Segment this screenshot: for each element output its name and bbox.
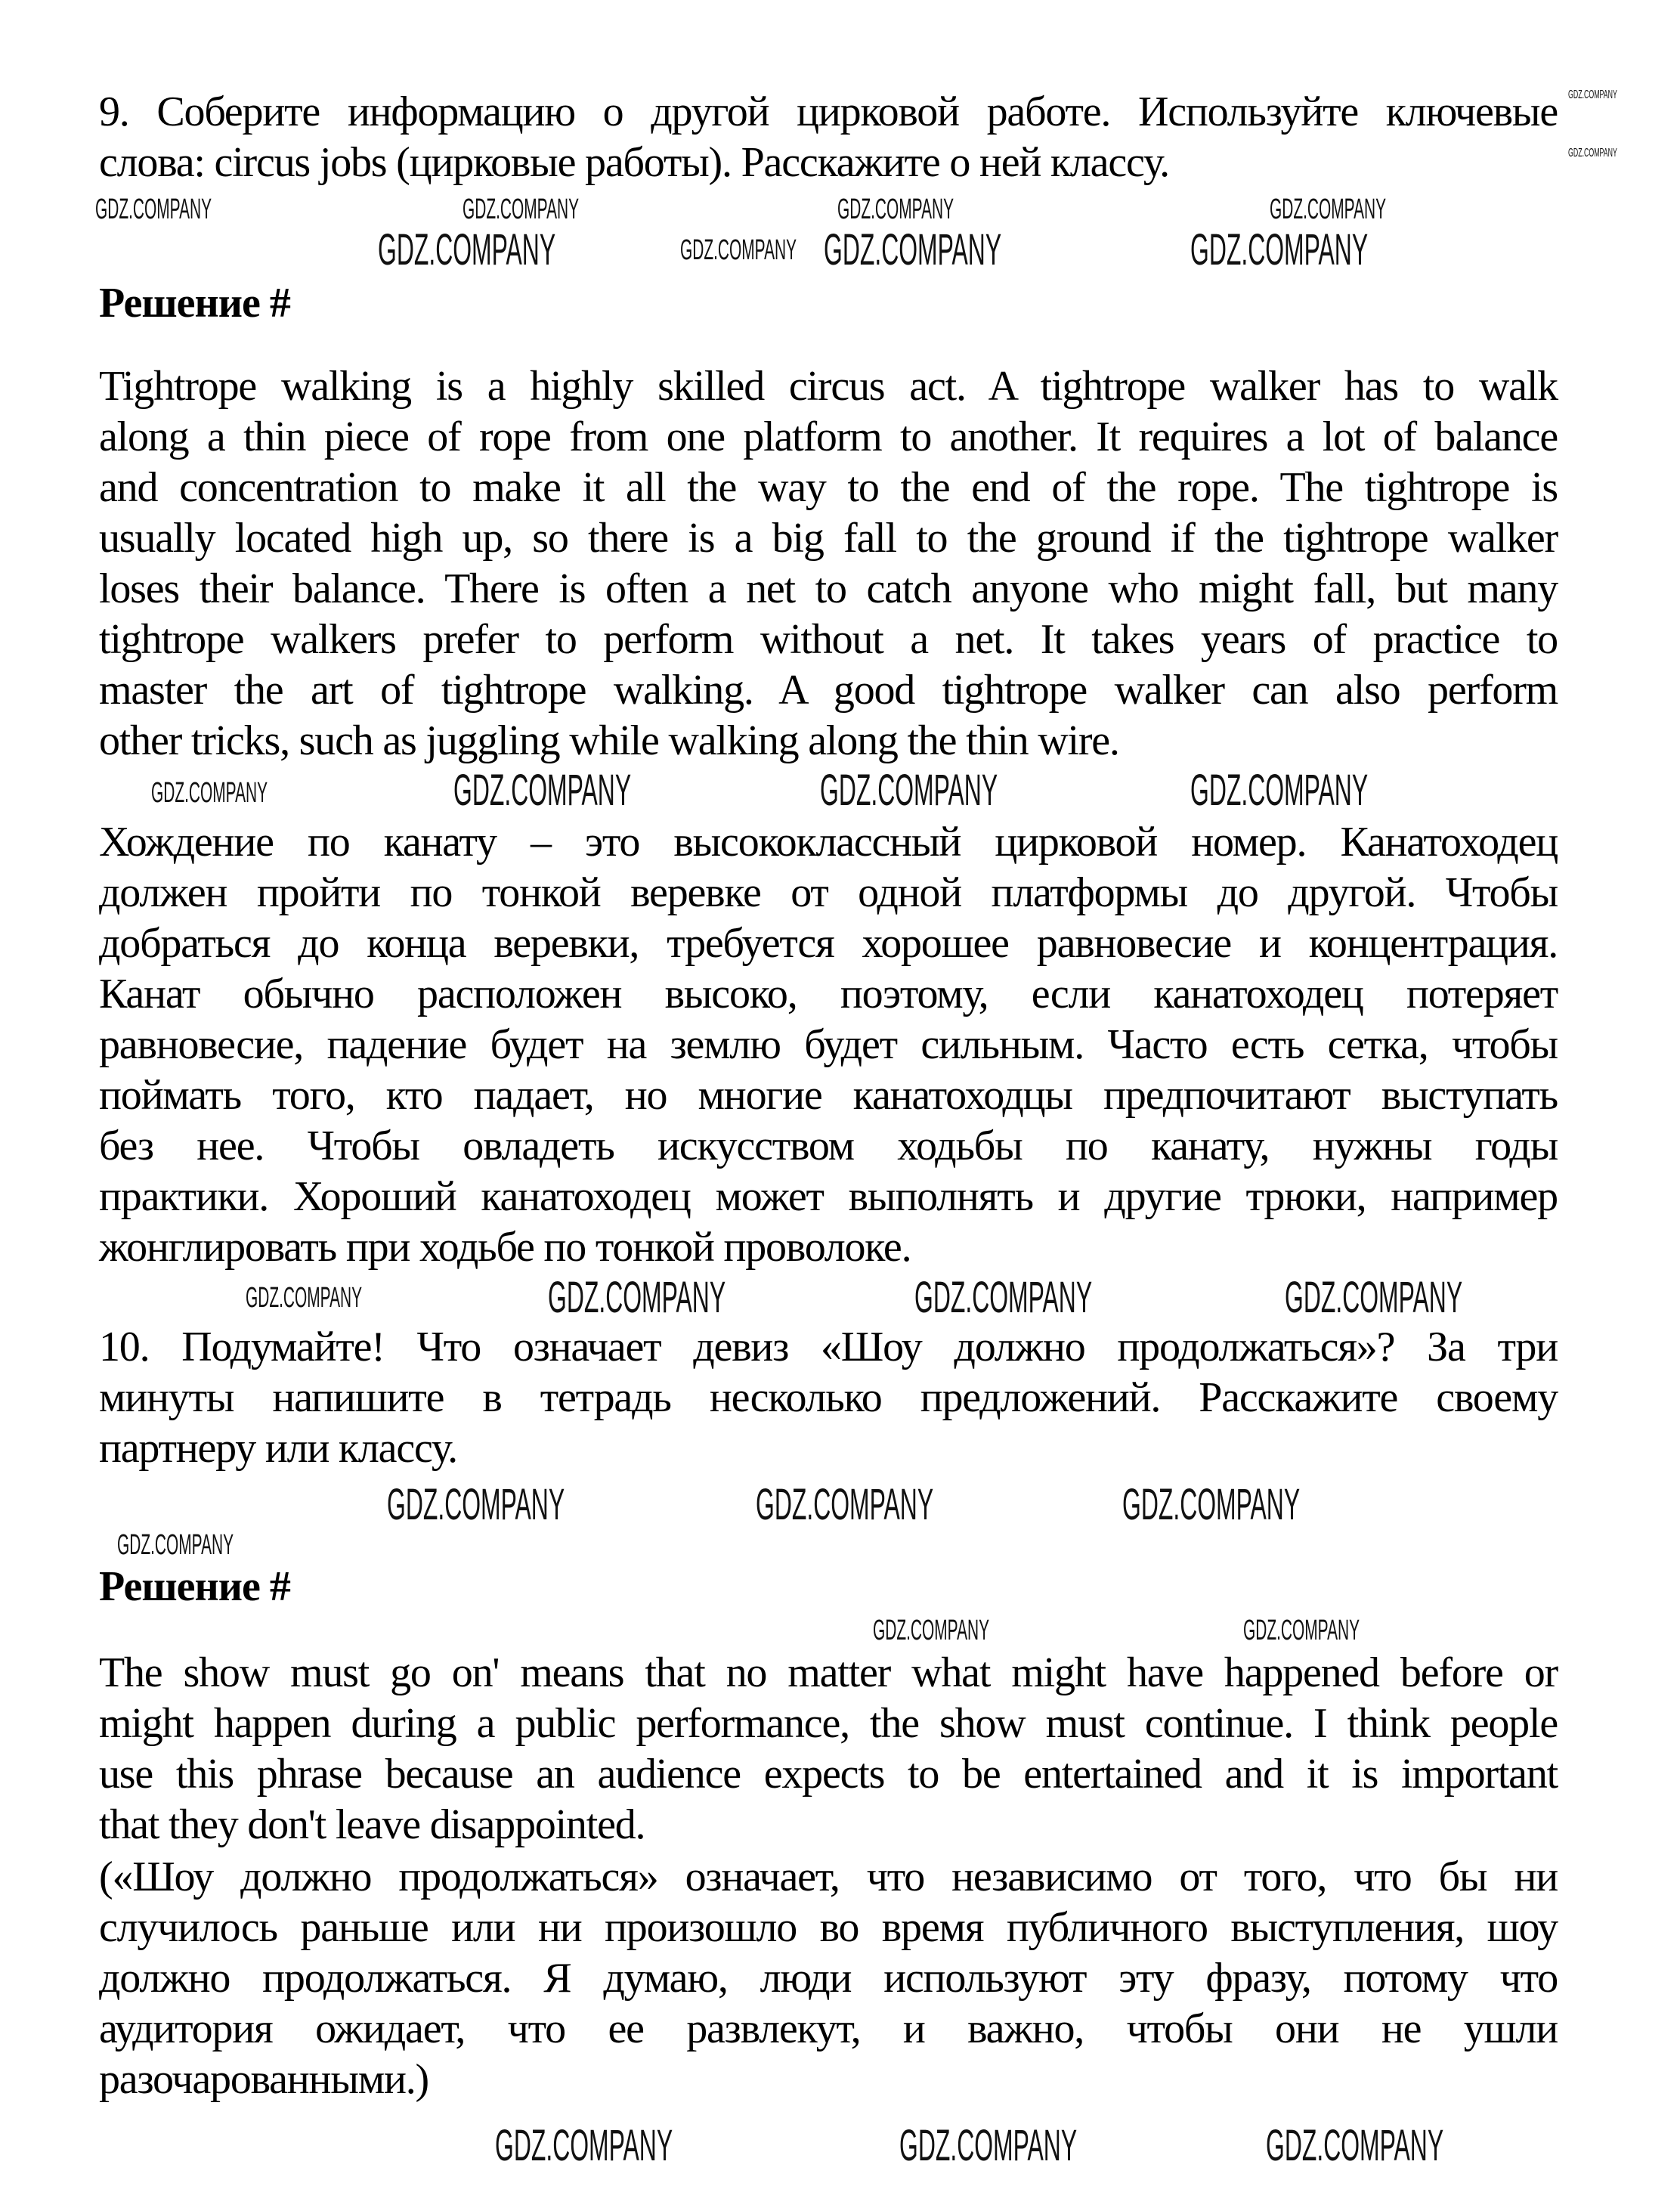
text-line: («Шоу должно продолжаться» означает, что независимо от того, что бы ни [99,1853,1558,1900]
answer-10-english [99,1648,1558,1850]
watermark: GDZ.COMPANY [820,766,998,815]
text-line: аудитория ожидает, что ее развлекут, и важно, чтобы они не ушли [99,2005,1558,2052]
text-line: 10. Подумайте! Что означает девиз «Шоу должно продолжаться»? За три [99,1324,1558,1370]
watermark: GDZ.COMPANY [495,2121,673,2170]
watermark: GDZ.COMPANY [899,2121,1078,2170]
text-line: должно продолжаться. Я думаю, люди используют эту фразу, потому что [99,1955,1558,2002]
watermark: GDZ.COMPANY [1270,194,1387,225]
answer-9-russian [99,817,1558,1273]
text-line: поймать того, кто падает, но многие канатоходцы предпочитают выступать [99,1072,1558,1119]
watermark: GDZ.COMPANY [1122,1480,1301,1529]
text-line: tightrope walkers prefer to perform without a net. It takes years of practice to [99,616,1558,663]
solution-heading: Решение # [99,1563,290,1610]
text-line: добраться до конца веревки, требуется хорошее равновесие и концентрация. [99,920,1558,967]
watermark: GDZ.COMPANY [453,766,632,815]
text-line: along a thin piece of rope from one platform to another. It requires a lot of balance [99,413,1558,460]
text-line: use this phrase because an audience expects to be entertained and it is important [99,1751,1558,1798]
text-line: жонглировать при ходьбе по тонкой проволоке. [99,1224,911,1271]
watermark: GDZ.COMPANY [95,194,212,225]
text-line: and concentration to make it all the way to the end of the rope. The tightrope is [99,464,1558,511]
watermark: GDZ.COMPANY [151,777,268,809]
watermark: GDZ.COMPANY [837,194,954,225]
task-9 [99,87,1558,188]
watermark: GDZ.COMPANY [824,225,1002,274]
text-line: партнеру или классу. [99,1425,457,1472]
text-line: Канат обычно расположен высоко, поэтому, если канатоходец потеряет [99,971,1558,1017]
text-line: 9. Соберите информацию о другой цирковой работе. Используйте ключевые [99,88,1558,135]
watermark: GDZ.COMPANY [387,1480,565,1529]
watermark: GDZ.COMPANY [1243,1615,1360,1646]
text-line: usually located high up, so there is a big fall to the ground if the tightrope walker [99,515,1558,562]
watermark: GDZ.COMPANY [463,194,580,225]
task-10 [99,1322,1558,1474]
watermark: GDZ.COMPANY [246,1282,363,1314]
text-line: Хождение по канату – это высококлассный цирковой номер. Канатоходец [99,819,1558,866]
watermark: GDZ.COMPANY [756,1480,934,1529]
watermark: GDZ.COMPANY [1568,147,1617,159]
text-line: loses their balance. There is often a net to catch anyone who might fall, but many [99,565,1558,612]
text-line: случилось раньше или ни произошло во время публичного выступления, шоу [99,1904,1558,1951]
text-line: Tightrope walking is a highly skilled circus act. A tightrope walker has to walk [99,363,1558,410]
text-line: The show must go on' means that no matter what might have happened before or [99,1649,1558,1696]
watermark: GDZ.COMPANY [1190,766,1369,815]
text-line: other tricks, such as juggling while walking along the thin wire. [99,717,1119,764]
text-line: might happen during a public performance, the show must continue. I think people [99,1700,1558,1747]
text-line: разочарованными.) [99,2056,429,2103]
text-line: без нее. Чтобы овладеть искусством ходьбы по канату, нужны годы [99,1123,1558,1169]
text-line: master the art of tightrope walking. A good tightrope walker can also perform [99,667,1558,714]
watermark: GDZ.COMPANY [1190,225,1369,274]
watermark: GDZ.COMPANY [873,1615,990,1646]
answer-10-russian [99,1852,1558,2105]
watermark: GDZ.COMPANY [378,225,556,274]
watermark: GDZ.COMPANY [548,1273,726,1322]
solution-heading: Решение # [99,280,290,327]
watermark: GDZ.COMPANY [1568,88,1617,101]
answer-9-english [99,361,1558,766]
watermark: GDZ.COMPANY [914,1273,1093,1322]
watermark: GDZ.COMPANY [680,234,797,266]
text-line: практики. Хороший канатоходец может выполнять и другие трюки, например [99,1173,1558,1220]
watermark: GDZ.COMPANY [1266,2121,1444,2170]
text-line: минуты напишите в тетрадь несколько предложений. Расскажите своему [99,1374,1558,1421]
watermark: GDZ.COMPANY [117,1529,234,1561]
watermark: GDZ.COMPANY [1285,1273,1463,1322]
text-line: равновесие, падение будет на землю будет сильным. Часто есть сетка, чтобы [99,1021,1558,1068]
text-line: that they don't leave disappointed. [99,1801,645,1848]
text-line: слова: circus jobs (цирковые работы). Расскажите о ней классу. [99,139,1169,186]
text-line: должен пройти по тонкой веревке от одной платформы до другой. Чтобы [99,869,1558,916]
